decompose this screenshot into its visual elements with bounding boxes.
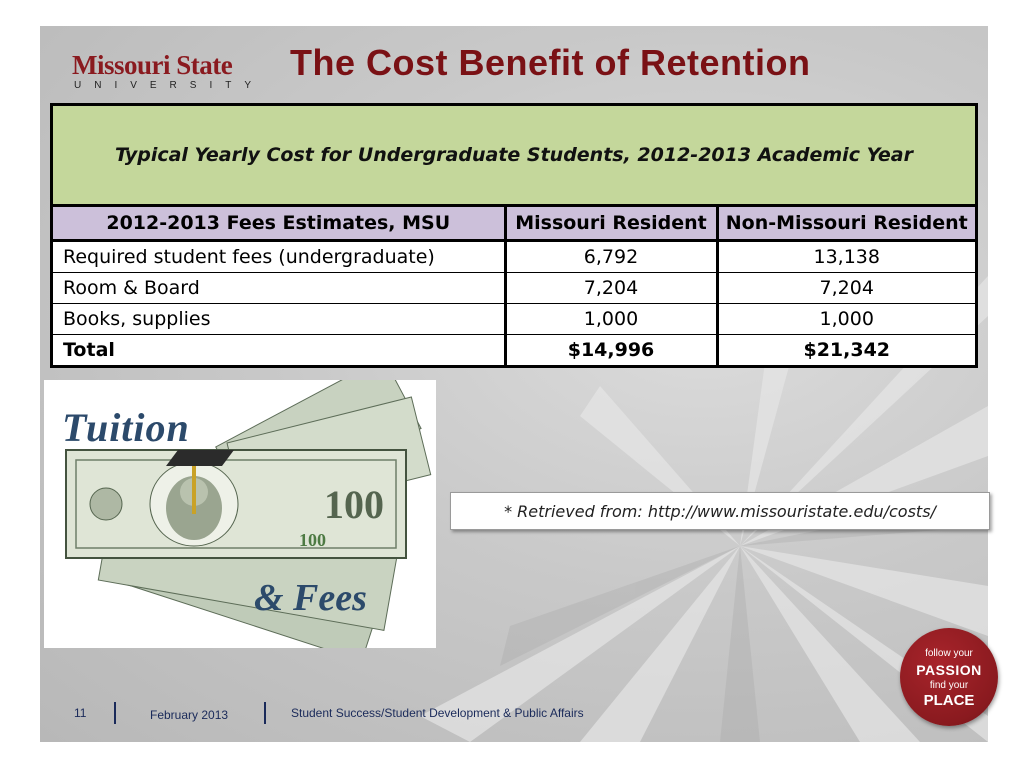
svg-text:100: 100 (299, 530, 326, 550)
table-row (53, 304, 975, 335)
svg-text:100: 100 (324, 482, 384, 527)
follow-your-passion-badge (900, 628, 998, 726)
footer-divider (264, 702, 266, 724)
badge-line3: find your (929, 680, 969, 691)
tuition-money-image (44, 380, 436, 648)
nonresident-cost: 1,000 (717, 304, 975, 335)
nonresident-total: $21,342 (717, 335, 975, 366)
badge-line1: follow your (925, 648, 973, 659)
nonresident-cost: 13,138 (717, 241, 975, 273)
source-note: * Retrieved from: http://www.missouristate.edu/costs/ (450, 492, 990, 530)
page-number: 11 (74, 706, 87, 720)
resident-total: $14,996 (505, 335, 717, 366)
footer-date: February 2013 (150, 708, 229, 722)
row-label: Room & Board (53, 273, 505, 304)
university-logo (72, 50, 272, 94)
resident-cost: 1,000 (505, 304, 717, 335)
fee-table (50, 103, 978, 368)
footer-divider (114, 702, 116, 724)
nonresident-cost: 7,204 (717, 273, 975, 304)
column-header: 2012-2013 Fees Estimates, MSU (53, 207, 505, 241)
badge-line2: PASSION (916, 662, 982, 678)
logo-name: Missouri State (72, 50, 233, 80)
column-header: Missouri Resident (505, 207, 717, 241)
table-row (53, 241, 975, 273)
tuition-text: Tuition (62, 405, 190, 450)
column-header: Non-Missouri Resident (717, 207, 975, 241)
table-row (53, 273, 975, 304)
row-label: Required student fees (undergraduate) (53, 241, 505, 273)
footer-department: Student Success/Student Development & Public Affairs (291, 706, 584, 720)
resident-cost: 7,204 (505, 273, 717, 304)
row-label: Books, supplies (53, 304, 505, 335)
fee-grid (53, 207, 975, 365)
fees-text: & Fees (254, 577, 367, 619)
total-label: Total (63, 339, 115, 361)
resident-cost: 6,792 (505, 241, 717, 273)
badge-line4: PLACE (923, 692, 975, 709)
total-row (53, 335, 975, 366)
slide-title: The Cost Benefit of Retention (290, 42, 811, 83)
logo-subtitle: UNIVERSITY (74, 80, 265, 91)
header-row (53, 207, 975, 241)
table-caption: Typical Yearly Cost for Undergraduate Students, 2012-2013 Academic Year (53, 106, 975, 207)
